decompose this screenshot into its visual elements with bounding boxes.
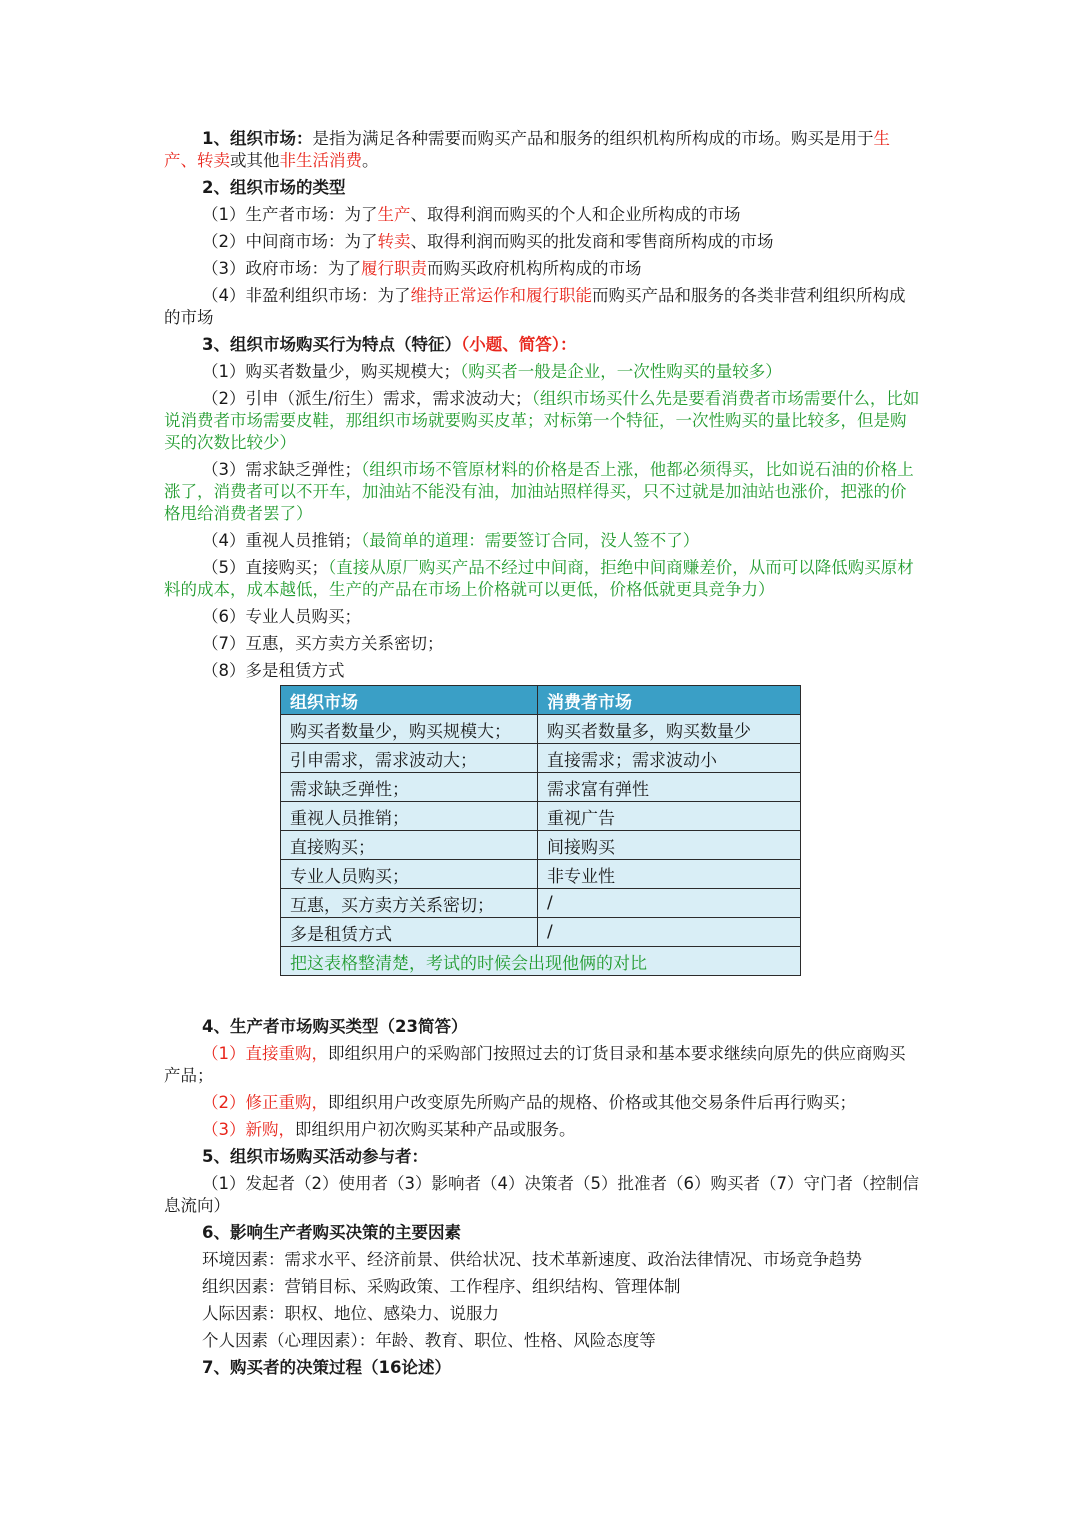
item-text: 即组织用户初次购买某种产品或服务。 [295, 1120, 576, 1139]
list-item [164, 633, 920, 655]
list-item [164, 388, 920, 454]
section-3-title-tag: （小题、简答）： [460, 335, 577, 354]
item-text: 即组织用户的采购部门按照过去的订货目录和基本要求继续向原先的供应商购买产品； [164, 1044, 906, 1085]
item-text: （8）多是租赁方式 [202, 661, 345, 680]
item-text: （3）政府市场：为了 [202, 259, 361, 278]
comparison-table [280, 685, 801, 976]
item-note: （直接从原厂购买产品不经过中间商，拒绝中间商赚差价，从而可以降低购买原材料的成本，成本越低，生产的产品在市场上价格就可以更低，价格低就更具竞争力） [164, 558, 914, 599]
item-text: （7）互惠，买方卖方关系密切； [202, 634, 444, 653]
section-1-term: 组织市场： [229, 129, 313, 148]
table-cell: 购买者数量多，购买数量少 [538, 715, 801, 744]
table-row [281, 831, 801, 860]
list-item [164, 660, 920, 682]
table-cell: 多是租赁方式 [281, 918, 538, 947]
section-2-title: 2、组织市场的类型 [202, 178, 346, 197]
section-1-highlight-2: 非生活消费 [279, 151, 362, 170]
item-highlight: 履行职责 [361, 259, 427, 278]
table-header: 消费者市场 [538, 686, 801, 715]
list-item [164, 459, 920, 525]
item-text: （6）专业人员购买； [202, 607, 361, 626]
item-text: （3）需求缺乏弹性； [202, 460, 361, 479]
table-cell: 间接购买 [538, 831, 801, 860]
list-item [164, 258, 920, 280]
item-highlight: 维持正常运作和履行职能 [410, 286, 592, 305]
section-1-highlight-1: 生产、转卖 [164, 129, 890, 170]
item-highlight: 生产 [377, 205, 411, 224]
list-item [164, 1043, 920, 1087]
table-cell: 非专业性 [538, 860, 801, 889]
section-1-text-2: 或其他 [230, 151, 280, 170]
table-cell: 需求缺乏弹性； [281, 773, 538, 802]
list-item [164, 285, 920, 329]
table-cell: 互惠，买方卖方关系密切； [281, 889, 538, 918]
item-text: （2）中间商市场：为了 [202, 232, 378, 251]
item-note: （购买者一般是企业，一次性购买的量较多） [460, 362, 782, 381]
item-text: （5）直接购买； [202, 558, 328, 577]
item-text: 、取得利润而购买的批发商和零售商所构成的市场 [410, 232, 774, 251]
table-note: 把这表格整清楚，考试的时候会出现他俩的对比 [281, 947, 801, 976]
table-row [281, 860, 801, 889]
table-row [281, 773, 801, 802]
table-row [281, 802, 801, 831]
list-item [164, 1119, 920, 1141]
table-cell: 需求富有弹性 [538, 773, 801, 802]
section-6-title: 6、影响生产者购买决策的主要因素 [202, 1223, 461, 1242]
factor-item: 环境因素：需求水平、经济前景、供给状况、技术革新速度、政治法律情况、市场竞争趋势 [202, 1250, 862, 1269]
table-cell: / [538, 889, 801, 918]
section-3-title [164, 334, 920, 356]
factor-item: 组织因素：营销目标、采购政策、工作程序、组织结构、管理体制 [202, 1277, 681, 1296]
list-item [164, 606, 920, 628]
table-cell: / [538, 918, 801, 947]
list-item [164, 1092, 920, 1114]
item-text: （1）购买者数量少，购买规模大； [202, 362, 460, 381]
item-highlight: 转卖 [377, 232, 411, 251]
list-item [164, 231, 920, 253]
table-row [281, 744, 801, 773]
table-cell: 引申需求，需求波动大； [281, 744, 538, 773]
spacer [164, 976, 920, 1016]
item-text: （2）引申（派生/衍生）需求，需求波动大； [202, 389, 532, 408]
document-page [164, 128, 920, 1384]
item-note: （组织市场不管原材料的价格是否上涨，他都必须得买，比如说石油的价格上涨了，消费者可以不开车，加油站不能没有油，加油站照样得买，只不过就是加油站也涨价，把涨的价格甩给消费者罢了） [164, 460, 914, 523]
item-text: 、取得利润而购买的个人和企业所构成的市场 [410, 205, 741, 224]
table-row [281, 715, 801, 744]
item-text: 而购买政府机构所构成的市场 [427, 259, 642, 278]
section-7-title: 7、购买者的决策过程（16论述） [202, 1358, 451, 1377]
item-note: （最简单的道理：需要签订合同，没人签不了） [361, 531, 700, 550]
table-cell: 重视广告 [538, 802, 801, 831]
item-note: （组织市场买什么先是要看消费者市场需要什么，比如说消费者市场需要皮鞋，那组织市场就要购买皮革；对标第一个特征，一次性购买的量比较多，但是购买的次数比较少） [164, 389, 920, 452]
item-highlight: （1）直接重购， [202, 1044, 328, 1063]
table-cell: 直接需求；需求波动小 [538, 744, 801, 773]
item-text: （1）生产者市场：为了 [202, 205, 378, 224]
item-text: （4）非盈利组织市场：为了 [202, 286, 411, 305]
table-cell: 重视人员推销； [281, 802, 538, 831]
item-highlight: （2）修正重购， [202, 1093, 328, 1112]
list-item [164, 557, 920, 601]
item-text: （4）重视人员推销； [202, 531, 361, 550]
table-cell: 直接购买； [281, 831, 538, 860]
factor-item: 人际因素：职权、地位、感染力、说服力 [202, 1304, 499, 1323]
item-text: 而购买产品和服务的各类非营利组织所构成的市场 [164, 286, 906, 327]
section-3-title-text: 3、组织市场购买行为特点（特征） [202, 335, 461, 354]
table-row [281, 918, 801, 947]
table-header: 组织市场 [281, 686, 538, 715]
list-item [164, 530, 920, 552]
table-cell: 购买者数量少，购买规模大； [281, 715, 538, 744]
section-1 [164, 128, 920, 172]
table-header-row [281, 686, 801, 715]
section-5-text: （1）发起者（2）使用者（3）影响者（4）决策者（5）批准者（6）购买者（7）守门者（控制信息流向） [164, 1174, 919, 1215]
list-item [164, 204, 920, 226]
factor-item: 个人因素（心理因素）：年龄、教育、职位、性格、风险态度等 [202, 1331, 656, 1350]
table-row [281, 889, 801, 918]
table-cell: 专业人员购买； [281, 860, 538, 889]
section-4-title: 4、生产者市场购买类型（23简答） [202, 1017, 468, 1036]
item-text: 即组织用户改变原先所购产品的规格、价格或其他交易条件后再行购买； [328, 1093, 856, 1112]
section-1-text: 是指为满足各种需要而购买产品和服务的组织机构所构成的市场。购买是用于 [312, 129, 874, 148]
section-1-text-3: 。 [362, 151, 379, 170]
list-item [164, 361, 920, 383]
item-highlight: （3）新购， [202, 1120, 295, 1139]
section-5-title: 5、组织市场购买活动参与者： [202, 1147, 428, 1166]
section-1-number: 1、 [202, 129, 230, 148]
table-note-row [281, 947, 801, 976]
